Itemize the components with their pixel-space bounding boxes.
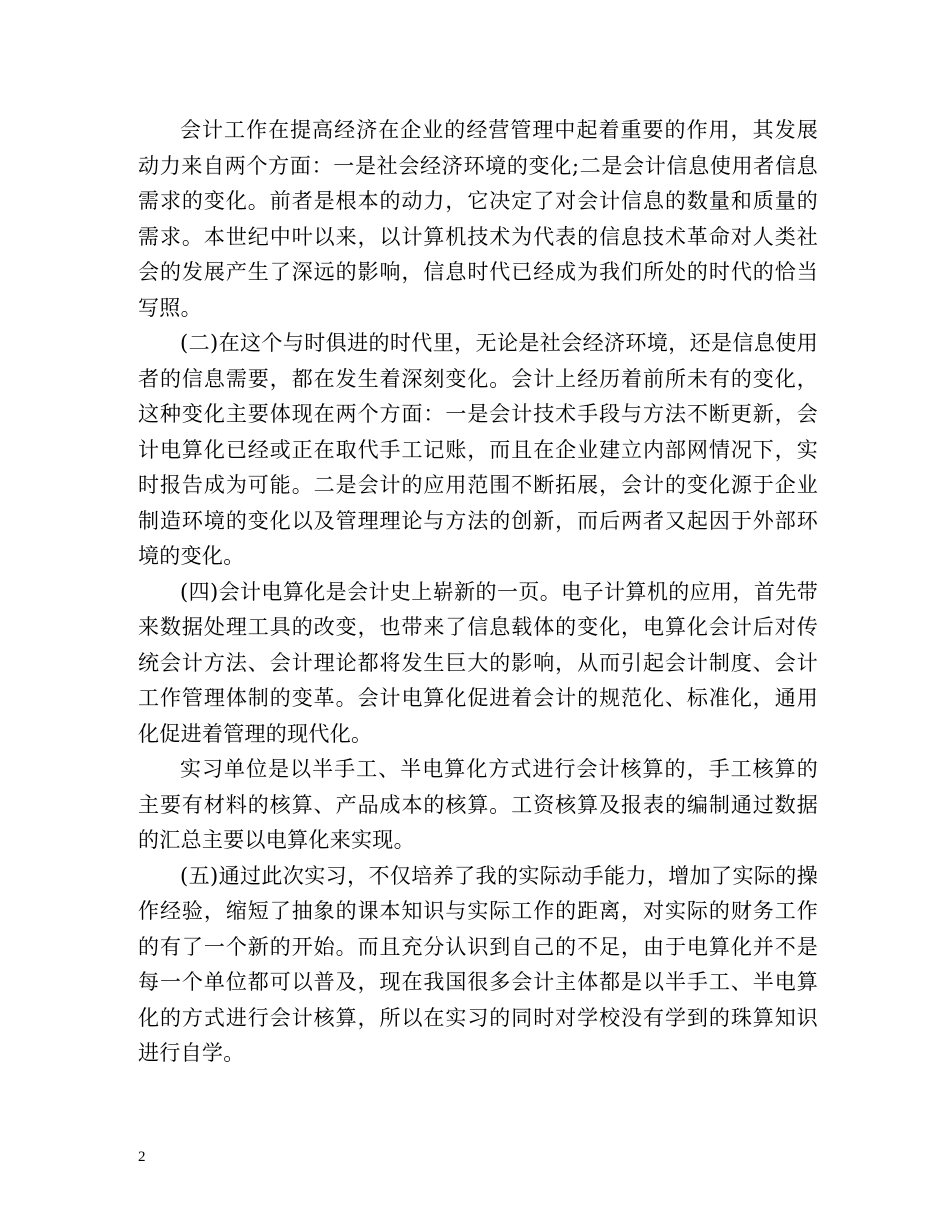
- paragraph-internship-unit: 实习单位是以半手工、半电算化方式进行会计核算的，手工核算的主要有材料的核算、产品成本的核算。工资核算及报表的编制通过数据的汇总主要以电算化来实现。: [138, 757, 818, 852]
- paragraph-section-five: (五)通过此次实习，不仅培养了我的实际动手能力，增加了实际的操作经验，缩短了抽象的课本知识与实际工作的距离，对实际的财务工作的有了一个新的开始。而且充分认识到自己的不足，由于电算化并不是每一个单位都可以普及，现在我国很多会计主体都是以半手工、半电算化的方式进行会计核算，所以在实习的同时对学校没有学到的珠算知识进行自学。: [138, 863, 818, 1065]
- document-body: [138, 113, 818, 1072]
- page-number: 2: [138, 1149, 146, 1165]
- paragraph-section-four: (四)会计电算化是会计史上崭新的一页。电子计算机的应用，首先带来数据处理工具的改变，也带来了信息载体的变化，电算化会计后对传统会计方法、会计理论都将发生巨大的影响，从而引起会计制度、会计工作管理体制的变革。会计电算化促进着会计的规范化、标准化，通用化促进着管理的现代化。: [138, 579, 818, 746]
- paragraph-accounting-development: 会计工作在提高经济在企业的经营管理中起着重要的作用，其发展动力来自两个方面：一是社会经济环境的变化;二是会计信息使用者信息需求的变化。前者是根本的动力，它决定了对会计信息的数量和质量的需求。本世纪中叶以来，以计算机技术为代表的信息技术革命对人类社会的发展产生了深远的影响，信息时代已经成为我们所处的时代的恰当写照。: [138, 118, 818, 320]
- paragraph-section-two: (二)在这个与时俱进的时代里，无论是社会经济环境，还是信息使用者的信息需要，都在发生着深刻变化。会计上经历着前所未有的变化，这种变化主要体现在两个方面：一是会计技术手段与方法不断更新，会计电算化已经或正在取代手工记账，而且在企业建立内部网情况下，实时报告成为可能。二是会计的应用范围不断拓展，会计的变化源于企业制造环境的变化以及管理理论与方法的创新，而后两者又起因于外部环境的变化。: [138, 331, 818, 568]
